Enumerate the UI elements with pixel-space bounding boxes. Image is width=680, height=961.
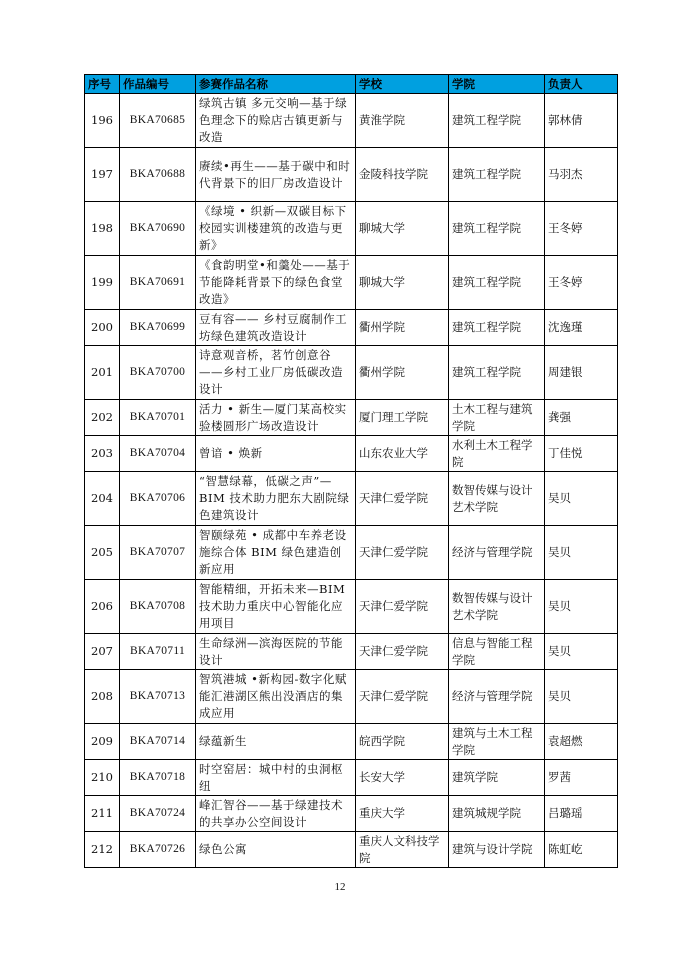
serial-cell: 212 [85, 832, 120, 868]
code-cell: BKA70711 [120, 634, 196, 670]
table-row [85, 310, 618, 346]
school-cell: 聊城大学 [356, 202, 449, 256]
college-cell: 建筑工程学院 [449, 256, 545, 310]
work-name-cell: 《食韵明堂•和羹处——基于节能降耗背景下的绿色食堂改造》 [196, 256, 356, 310]
school-cell: 天津仁爱学院 [356, 526, 449, 580]
college-cell: 经济与管理学院 [449, 670, 545, 724]
table-header-row [85, 75, 618, 94]
leader-cell: 马羽杰 [545, 148, 618, 202]
college-cell: 建筑与设计学院 [449, 832, 545, 868]
work-name-cell: 诗意观音桥，茗竹创意谷——乡村工业厂房低碳改造设计 [196, 346, 356, 400]
college-cell: 建筑城规学院 [449, 796, 545, 832]
school-cell: 金陵科技学院 [356, 148, 449, 202]
college-cell: 建筑工程学院 [449, 346, 545, 400]
header-leader: 负责人 [545, 75, 618, 94]
code-cell: BKA70685 [120, 94, 196, 148]
work-name-cell: 峰汇智谷——基于绿建技术的共享办公空间设计 [196, 796, 356, 832]
code-cell: BKA70690 [120, 202, 196, 256]
leader-cell: 郭林倩 [545, 94, 618, 148]
table-row [85, 670, 618, 724]
college-cell: 信息与智能工程学院 [449, 634, 545, 670]
header-college: 学院 [449, 75, 545, 94]
code-cell: BKA70700 [120, 346, 196, 400]
code-cell: BKA70713 [120, 670, 196, 724]
school-cell: 天津仁爱学院 [356, 670, 449, 724]
leader-cell: 丁佳悦 [545, 436, 618, 472]
college-cell: 建筑工程学院 [449, 94, 545, 148]
award-table [84, 74, 618, 868]
serial-cell: 199 [85, 256, 120, 310]
page-number: 12 [334, 881, 346, 893]
college-cell: 经济与管理学院 [449, 526, 545, 580]
leader-cell: 吴贝 [545, 634, 618, 670]
college-cell: 建筑工程学院 [449, 310, 545, 346]
school-cell: 重庆大学 [356, 796, 449, 832]
leader-cell: 吴贝 [545, 670, 618, 724]
leader-cell: 龚强 [545, 400, 618, 436]
college-cell: 建筑工程学院 [449, 202, 545, 256]
work-name-cell: 绿蕴新生 [196, 724, 356, 760]
table-row [85, 526, 618, 580]
code-cell: BKA70701 [120, 400, 196, 436]
work-name-cell: 智筑港城 •新构园-数字化赋能汇港湖区熊出没酒店的集成应用 [196, 670, 356, 724]
college-cell: 土木工程与建筑学院 [449, 400, 545, 436]
college-cell: 建筑学院 [449, 760, 545, 796]
header-school: 学校 [356, 75, 449, 94]
leader-cell: 陈虹屹 [545, 832, 618, 868]
table-row [85, 346, 618, 400]
table-row [85, 724, 618, 760]
serial-cell: 196 [85, 94, 120, 148]
leader-cell: 袁超燃 [545, 724, 618, 760]
serial-cell: 200 [85, 310, 120, 346]
college-cell: 水利土木工程学院 [449, 436, 545, 472]
code-cell: BKA70707 [120, 526, 196, 580]
leader-cell: 吴贝 [545, 472, 618, 526]
table-row [85, 256, 618, 310]
work-name-cell: 智能精细，开拓未来—BIM 技术助力重庆中心智能化应用项目 [196, 580, 356, 634]
table-row [85, 634, 618, 670]
serial-cell: 198 [85, 202, 120, 256]
serial-cell: 206 [85, 580, 120, 634]
work-name-cell: 绿色公寓 [196, 832, 356, 868]
table-row [85, 202, 618, 256]
school-cell: 天津仁爱学院 [356, 472, 449, 526]
header-work-name: 参赛作品名称 [196, 75, 356, 94]
table-row [85, 94, 618, 148]
work-name-cell: 智颐绿苑 • 成都中车养老设施综合体 BIM 绿色建造创新应用 [196, 526, 356, 580]
code-cell: BKA70718 [120, 760, 196, 796]
table-row [85, 760, 618, 796]
leader-cell: 吕璐瑶 [545, 796, 618, 832]
code-cell: BKA70706 [120, 472, 196, 526]
serial-cell: 197 [85, 148, 120, 202]
school-cell: 长安大学 [356, 760, 449, 796]
school-cell: 天津仁爱学院 [356, 634, 449, 670]
work-name-cell: 《绿境 • 织新—双碳目标下校园实训楼建筑的改造与更新》 [196, 202, 356, 256]
leader-cell: 吴贝 [545, 580, 618, 634]
school-cell: 厦门理工学院 [356, 400, 449, 436]
code-cell: BKA70708 [120, 580, 196, 634]
school-cell: 聊城大学 [356, 256, 449, 310]
code-cell: BKA70714 [120, 724, 196, 760]
school-cell: 衢州学院 [356, 310, 449, 346]
serial-cell: 204 [85, 472, 120, 526]
code-cell: BKA70724 [120, 796, 196, 832]
leader-cell: 王冬婷 [545, 202, 618, 256]
leader-cell: 王冬婷 [545, 256, 618, 310]
serial-cell: 205 [85, 526, 120, 580]
code-cell: BKA70726 [120, 832, 196, 868]
table-row [85, 796, 618, 832]
college-cell: 数智传媒与设计艺术学院 [449, 580, 545, 634]
table-row [85, 472, 618, 526]
school-cell: 衢州学院 [356, 346, 449, 400]
code-cell: BKA70688 [120, 148, 196, 202]
table-body [85, 94, 618, 868]
serial-cell: 207 [85, 634, 120, 670]
table-row [85, 400, 618, 436]
leader-cell: 罗茜 [545, 760, 618, 796]
header-code: 作品编号 [120, 75, 196, 94]
code-cell: BKA70704 [120, 436, 196, 472]
serial-cell: 208 [85, 670, 120, 724]
college-cell: 建筑工程学院 [449, 148, 545, 202]
leader-cell: 吴贝 [545, 526, 618, 580]
table-row [85, 148, 618, 202]
serial-cell: 209 [85, 724, 120, 760]
work-name-cell: “智慧绿幕，低碳之声”—BIM 技术助力肥东大剧院绿色建筑设计 [196, 472, 356, 526]
serial-cell: 202 [85, 400, 120, 436]
school-cell: 重庆人文科技学院 [356, 832, 449, 868]
table-row [85, 580, 618, 634]
work-name-cell: 生命绿洲—滨海医院的节能设计 [196, 634, 356, 670]
school-cell: 黄淮学院 [356, 94, 449, 148]
serial-cell: 211 [85, 796, 120, 832]
serial-cell: 201 [85, 346, 120, 400]
work-name-cell: 曾谙 • 焕新 [196, 436, 356, 472]
work-name-cell: 赓续•再生——基于碳中和时代背景下的旧厂房改造设计 [196, 148, 356, 202]
leader-cell: 周建银 [545, 346, 618, 400]
table-row [85, 832, 618, 868]
college-cell: 建筑与土木工程学院 [449, 724, 545, 760]
school-cell: 皖西学院 [356, 724, 449, 760]
school-cell: 山东农业大学 [356, 436, 449, 472]
code-cell: BKA70699 [120, 310, 196, 346]
work-name-cell: 豆有容—— 乡村豆腐制作工坊绿色建筑改造设计 [196, 310, 356, 346]
code-cell: BKA70691 [120, 256, 196, 310]
table-row [85, 436, 618, 472]
serial-cell: 210 [85, 760, 120, 796]
school-cell: 天津仁爱学院 [356, 580, 449, 634]
leader-cell: 沈逸瑾 [545, 310, 618, 346]
header-serial: 序号 [85, 75, 120, 94]
work-name-cell: 活力 • 新生—厦门某高校实验楼圆形广场改造设计 [196, 400, 356, 436]
work-name-cell: 时空窑居：城中村的虫洞枢纽 [196, 760, 356, 796]
serial-cell: 203 [85, 436, 120, 472]
work-name-cell: 绿筑古镇 多元交响—基于绿色理念下的赊店古镇更新与改造 [196, 94, 356, 148]
college-cell: 数智传媒与设计艺术学院 [449, 472, 545, 526]
